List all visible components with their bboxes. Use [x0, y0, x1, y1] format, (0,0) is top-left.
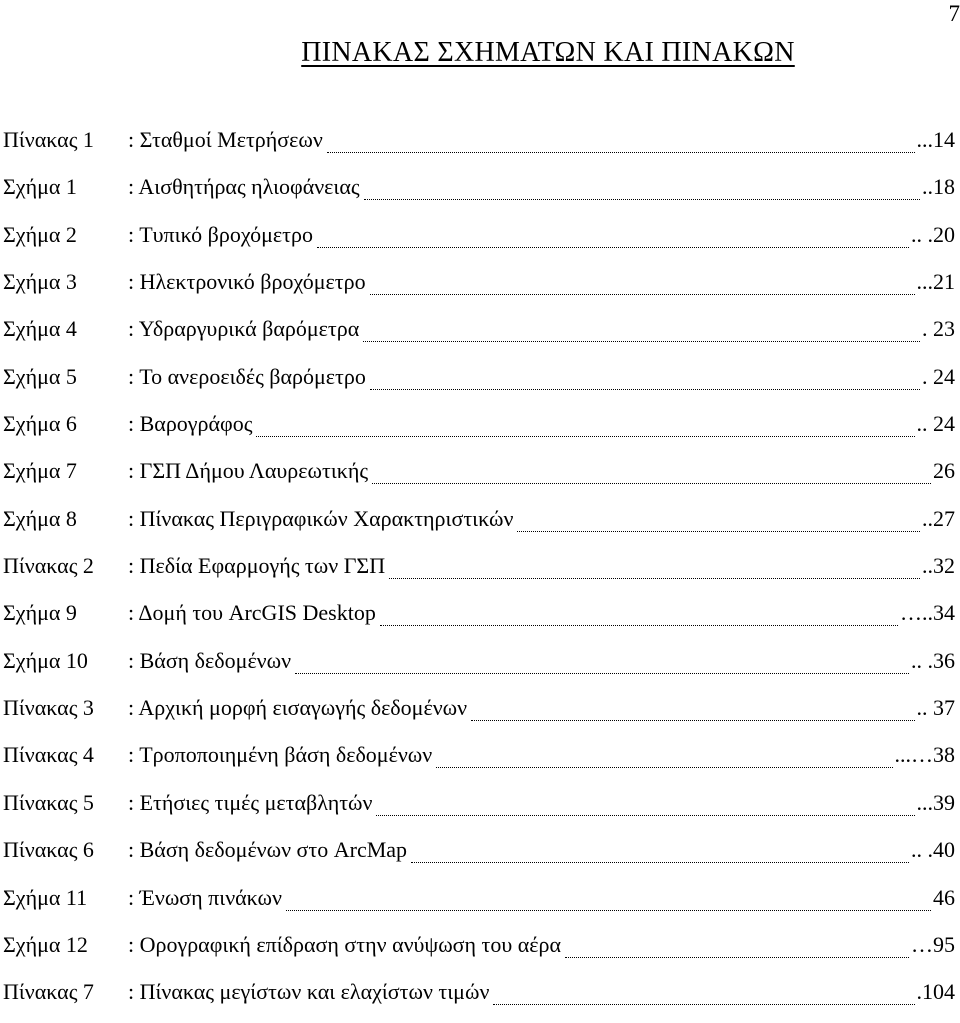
toc-entry-label: Σχήμα 5: [3, 360, 77, 394]
toc-entry-label: Πίνακας 7: [3, 975, 94, 1009]
toc-entry-page-number: ...39: [917, 786, 956, 820]
toc-entry[interactable]: [3, 312, 955, 359]
toc-entry[interactable]: [3, 881, 955, 928]
toc-entry-label: Σχήμα 11: [3, 881, 87, 915]
toc-entry[interactable]: [3, 218, 955, 265]
page-number: 7: [949, 2, 960, 25]
toc-entry-label: Σχήμα 2: [3, 218, 77, 252]
toc-entry-page-number: ...21: [917, 265, 956, 299]
dot-leader: [327, 123, 915, 157]
dot-leader: [370, 265, 915, 299]
toc-entry-label: Πίνακας 6: [3, 833, 94, 867]
dot-leader: [376, 786, 914, 820]
toc-entry[interactable]: [3, 170, 955, 217]
dot-leader: [493, 975, 914, 1009]
toc-entry-label: Πίνακας 3: [3, 691, 94, 725]
toc-entry[interactable]: [3, 786, 955, 833]
toc-entry-description: : Αρχική μορφή εισαγωγής δεδομένων: [128, 691, 467, 725]
toc-entry-label: Σχήμα 12: [3, 928, 88, 962]
dot-leader: [380, 596, 898, 630]
toc-entry-label: Σχήμα 3: [3, 265, 77, 299]
toc-entry-page-number: …..34: [900, 596, 955, 630]
toc-entry[interactable]: [3, 123, 955, 170]
toc-entry-description: : Βάση δεδομένων: [128, 644, 291, 678]
toc-entry-description: : Υδραργυρικά βαρόμετρα: [128, 312, 359, 346]
toc-entry-page-number: .. 24: [917, 407, 956, 441]
toc-entry-label: Σχήμα 1: [3, 170, 77, 204]
toc-entry-page-number: .. 37: [917, 691, 956, 725]
toc-entry-page-number: ..32: [922, 549, 955, 583]
toc-entry-label: Πίνακας 2: [3, 549, 94, 583]
toc-entry[interactable]: [3, 407, 955, 454]
toc-entry-label: Σχήμα 7: [3, 454, 77, 488]
toc-entry-page-number: ..27: [922, 502, 955, 536]
toc-entry[interactable]: [3, 454, 955, 501]
dot-leader: [256, 407, 914, 441]
dot-leader: [517, 502, 920, 536]
dot-leader: [372, 454, 931, 488]
toc-entry[interactable]: [3, 975, 955, 1022]
toc-entry[interactable]: [3, 833, 955, 880]
toc-entry-description: : Δομή του ArcGIS Desktop: [128, 596, 376, 630]
toc-entry-description: : Βάση δεδομένων στο ArcMap: [128, 833, 407, 867]
toc-entry-description: : Τυπικό βροχόμετρο: [128, 218, 313, 252]
toc-entry-page-number: .. .40: [911, 833, 955, 867]
toc-entry-description: : Πίνακας Περιγραφικών Χαρακτηριστικών: [128, 502, 513, 536]
toc-entry-label: Πίνακας 5: [3, 786, 94, 820]
toc-entry-description: : Σταθμοί Μετρήσεων: [128, 123, 323, 157]
dot-leader: [389, 549, 920, 583]
toc-entry-label: Σχήμα 4: [3, 312, 77, 346]
toc-entry-label: Σχήμα 9: [3, 596, 77, 630]
toc-entry-page-number: 46: [933, 881, 955, 915]
toc-entry-label: Πίνακας 1: [3, 123, 94, 157]
toc-entry-page-number: . 24: [922, 360, 955, 394]
toc-entry-page-number: ..18: [922, 170, 955, 204]
toc-entry[interactable]: [3, 644, 955, 691]
toc-entry-label: Πίνακας 4: [3, 738, 94, 772]
toc-entry-description: : Ορογραφική επίδραση στην ανύψωση του αέρα: [128, 928, 561, 962]
toc-entry-description: : Ηλεκτρονικό βροχόμετρο: [128, 265, 366, 299]
toc-entry-page-number: …95: [911, 928, 955, 962]
toc-entry[interactable]: [3, 691, 955, 738]
toc-entry-description: : ΓΣΠ Δήμου Λαυρεωτικής: [128, 454, 368, 488]
table-of-figures: [3, 123, 955, 1023]
toc-entry-page-number: ...…38: [895, 738, 956, 772]
toc-entry[interactable]: [3, 928, 955, 975]
dot-leader: [363, 312, 920, 346]
dot-leader: [436, 738, 892, 772]
toc-entry-label: Σχήμα 6: [3, 407, 77, 441]
dot-leader: [471, 691, 914, 725]
page-title: ΠΙΝΑΚΑΣ ΣΧΗΜΑΤΩΝ ΚΑΙ ΠΙΝΑΚΩΝ: [0, 38, 960, 69]
toc-entry-label: Σχήμα 10: [3, 644, 88, 678]
toc-entry-description: : Τροποποιημένη βάση δεδομένων: [128, 738, 432, 772]
toc-entry[interactable]: [3, 738, 955, 785]
dot-leader: [565, 928, 909, 962]
toc-entry-description: : Ετήσιες τιμές μεταβλητών: [128, 786, 372, 820]
toc-entry-page-number: . 23: [922, 312, 955, 346]
toc-entry[interactable]: [3, 549, 955, 596]
toc-entry-description: : Βαρογράφος: [128, 407, 252, 441]
toc-entry-description: : Πεδία Εφαρμογής των ΓΣΠ: [128, 549, 385, 583]
toc-entry-page-number: ...14: [917, 123, 956, 157]
toc-entry-description: : Το ανεροειδές βαρόμετρο: [128, 360, 366, 394]
dot-leader: [317, 218, 909, 252]
toc-entry-page-number: .. .20: [911, 218, 955, 252]
toc-entry-page-number: .. .36: [911, 644, 955, 678]
toc-entry-page-number: .104: [917, 975, 956, 1009]
toc-entry-description: : Ένωση πινάκων: [128, 881, 282, 915]
toc-entry-description: : Αισθητήρας ηλιοφάνειας: [128, 170, 360, 204]
dot-leader: [286, 881, 931, 915]
toc-entry[interactable]: [3, 360, 955, 407]
toc-entry[interactable]: [3, 596, 955, 643]
dot-leader: [364, 170, 920, 204]
dot-leader: [295, 644, 909, 678]
dot-leader: [411, 833, 909, 867]
toc-entry[interactable]: [3, 502, 955, 549]
toc-entry-page-number: 26: [933, 454, 955, 488]
toc-entry-label: Σχήμα 8: [3, 502, 77, 536]
dot-leader: [370, 360, 920, 394]
toc-entry[interactable]: [3, 265, 955, 312]
toc-entry-description: : Πίνακας μεγίστων και ελαχίστων τιμών: [128, 975, 489, 1009]
